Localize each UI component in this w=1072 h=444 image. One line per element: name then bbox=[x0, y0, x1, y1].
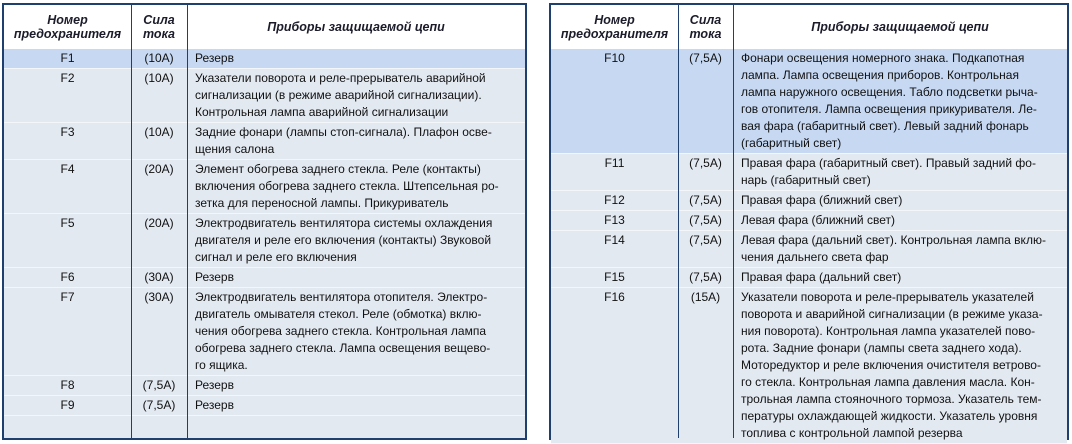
fuse-number: F2 bbox=[60, 71, 75, 85]
header-fuse-number-line2: предохранителя bbox=[560, 27, 669, 41]
fuse-number: F4 bbox=[60, 162, 75, 176]
circuit-description bbox=[733, 268, 1067, 287]
header-fuse-number-line1: Номер bbox=[47, 13, 88, 27]
circuit-description bbox=[733, 231, 1067, 267]
fuse-number: F9 bbox=[60, 398, 75, 412]
table-row bbox=[551, 154, 1067, 191]
description-line: лампа. Лампа освещения приборов. Контрольная bbox=[741, 68, 1019, 82]
table-row bbox=[4, 288, 525, 376]
description-line: Правая фара (габаритный свет). Правый задний фо- bbox=[741, 156, 1036, 170]
table-row bbox=[4, 160, 525, 214]
fuse-current: (7,5A) bbox=[689, 233, 722, 247]
fuse-number: F6 bbox=[60, 270, 75, 284]
description-line: Левая фара (дальний свет). Контрольная лампа вклю- bbox=[741, 233, 1046, 247]
description-line: Задние фонари (лампы стоп-сигнала). Плафон осве- bbox=[195, 125, 492, 139]
description-line: сигнализации (в режиме аварийной сигнализации). bbox=[195, 88, 482, 102]
fuse-current: (7,5A) bbox=[689, 270, 722, 284]
fuse-number: F16 bbox=[604, 290, 625, 304]
circuit-description bbox=[733, 288, 1067, 443]
fuse-current: (15A) bbox=[690, 290, 721, 304]
fuse-current: (7,5A) bbox=[689, 193, 722, 207]
description-line: пературы охлаждающей жидкости. Указатель уровня bbox=[741, 409, 1038, 423]
circuit-description bbox=[187, 49, 525, 68]
description-line: Резерв bbox=[195, 51, 234, 65]
description-line: Элемент обогрева заднего стекла. Реле (контакты) bbox=[195, 162, 481, 176]
header-current-line1: Сила bbox=[143, 13, 175, 27]
table-row bbox=[551, 231, 1067, 268]
description-line: зетка для переносной лампы. Прикуриватель bbox=[195, 196, 449, 210]
description-line: поворота и аварийной сигнализации (в режиме указа- bbox=[741, 307, 1043, 321]
description-line: Моторедуктор и реле включения очистителя ветрово- bbox=[741, 358, 1041, 372]
description-line: лампа наружного освещения. Табло подсветки рыча- bbox=[741, 85, 1038, 99]
fuse-number: F10 bbox=[604, 51, 625, 65]
fuse-number: F11 bbox=[604, 156, 625, 170]
description-line: Левая фара (ближний свет) bbox=[741, 213, 895, 227]
description-line: го стекла. Контрольная лампа давления масла. Кон- bbox=[741, 375, 1035, 389]
circuit-description bbox=[733, 211, 1067, 230]
table-header-left bbox=[4, 5, 525, 51]
header-current-line2: тока bbox=[142, 27, 176, 41]
column-divider bbox=[678, 5, 679, 438]
fuse-current: (20A) bbox=[144, 216, 174, 230]
description-line: Правая фара (ближний свет) bbox=[741, 193, 903, 207]
description-line: Правая фара (дальний свет) bbox=[741, 270, 902, 284]
table-row bbox=[551, 288, 1067, 444]
table-row bbox=[4, 49, 525, 69]
description-line: обогрева заднего стекла. Лампа освещения вещево- bbox=[195, 341, 491, 355]
fuse-current: (7,5A) bbox=[689, 156, 722, 170]
table-row bbox=[551, 49, 1067, 154]
fuse-current: (20A) bbox=[144, 162, 174, 176]
fuse-number: F1 bbox=[60, 51, 75, 65]
fuse-rows-left bbox=[4, 49, 525, 416]
table-row bbox=[551, 211, 1067, 231]
fuse-number: F12 bbox=[604, 193, 625, 207]
circuit-description bbox=[187, 268, 525, 287]
description-line: нарь (габаритный свет) bbox=[741, 173, 871, 187]
header-current bbox=[131, 5, 187, 49]
description-line: сигнал и реле его включения bbox=[195, 250, 357, 264]
description-line: ния поворота). Контрольная лампа указателей пово- bbox=[741, 324, 1036, 338]
column-divider bbox=[733, 5, 734, 438]
circuit-description bbox=[733, 49, 1067, 153]
description-line: Резерв bbox=[195, 378, 234, 392]
fuse-current: (7,5A) bbox=[142, 378, 176, 392]
fuse-table-right bbox=[549, 3, 1069, 440]
table-row bbox=[4, 123, 525, 160]
header-fuse-number-line2: предохранителя bbox=[13, 27, 122, 41]
fuse-current: (30A) bbox=[144, 270, 174, 284]
description-line: Указатели поворота и реле-прерыватель указателей bbox=[741, 290, 1034, 304]
description-line: рота. Задние фонари (лампы света заднего хода). bbox=[741, 341, 1022, 355]
fuse-current: (10A) bbox=[144, 125, 174, 139]
description-line: двигатель омывателя стекол. Реле (обмотка) вклю- bbox=[195, 307, 482, 321]
fuse-number: F14 bbox=[604, 233, 625, 247]
fuse-number: F5 bbox=[60, 216, 75, 230]
header-current bbox=[678, 5, 733, 49]
fuse-current: (10A) bbox=[144, 71, 174, 85]
circuit-description bbox=[187, 123, 525, 159]
description-line: Электродвигатель вентилятора системы охлаждения bbox=[195, 216, 493, 230]
header-circuit: Приборы защищаемой цепи bbox=[811, 20, 989, 34]
header-fuse-number bbox=[4, 5, 131, 49]
description-line: чения обогрева заднего стекла. Контрольная лампа bbox=[195, 324, 486, 338]
fuse-current: (30A) bbox=[144, 290, 174, 304]
table-row bbox=[4, 376, 525, 396]
header-circuit: Приборы защищаемой цепи bbox=[267, 20, 445, 34]
description-line: го ящика. bbox=[195, 358, 248, 372]
circuit-description bbox=[187, 214, 525, 267]
header-current-line2: тока bbox=[689, 27, 722, 41]
circuit-description bbox=[187, 396, 525, 415]
fuse-rows-right bbox=[551, 49, 1067, 444]
description-line: Резерв bbox=[195, 270, 234, 284]
description-line: щения салона bbox=[195, 142, 275, 156]
description-line: гов отопителя. Лампа освещения прикуривателя. Ле- bbox=[741, 102, 1037, 116]
fuse-number: F3 bbox=[60, 125, 75, 139]
fuse-number: F7 bbox=[60, 290, 75, 304]
description-line: (габаритный свет) bbox=[741, 136, 842, 150]
table-header-right bbox=[551, 5, 1067, 51]
fuse-number: F13 bbox=[604, 213, 625, 227]
description-line: чения дальнего света фар bbox=[741, 250, 889, 264]
table-row bbox=[551, 191, 1067, 211]
description-line: топлива с контрольной лампой резерва bbox=[741, 426, 963, 440]
circuit-description bbox=[733, 191, 1067, 210]
circuit-description bbox=[187, 288, 525, 375]
table-row bbox=[4, 214, 525, 268]
circuit-description bbox=[187, 69, 525, 122]
header-fuse-number bbox=[551, 5, 678, 49]
description-line: трольная лампа стояночного тормоза. Указатель тем- bbox=[741, 392, 1042, 406]
column-divider bbox=[187, 5, 188, 438]
fuse-current: (7,5A) bbox=[689, 213, 722, 227]
description-line: вая фара (габаритный свет). Левый задний фонарь bbox=[741, 119, 1029, 133]
description-line: Электродвигатель вентилятора отопителя. Электро- bbox=[195, 290, 488, 304]
fuse-current: (7,5A) bbox=[142, 398, 176, 412]
fuse-table-left bbox=[2, 3, 527, 440]
fuse-number: F15 bbox=[604, 270, 625, 284]
header-fuse-number-line1: Номер bbox=[594, 13, 635, 27]
description-line: включения обогрева заднего стекла. Штепсельная ро- bbox=[195, 179, 499, 193]
table-row bbox=[4, 268, 525, 288]
table-row bbox=[4, 396, 525, 416]
description-line: двигателя и реле его включения (контакты) Звуковой bbox=[195, 233, 492, 247]
table-row bbox=[4, 69, 525, 123]
description-line: Контрольная лампа аварийной сигнализации bbox=[195, 105, 449, 119]
circuit-description bbox=[187, 376, 525, 395]
description-line: Фонари освещения номерного знака. Подкапотная bbox=[741, 51, 1025, 65]
fuse-number: F8 bbox=[60, 378, 75, 392]
circuit-description bbox=[733, 154, 1067, 190]
circuit-description bbox=[187, 160, 525, 213]
header-current-line1: Сила bbox=[689, 13, 722, 27]
description-line: Резерв bbox=[195, 398, 234, 412]
table-row bbox=[551, 268, 1067, 288]
column-divider bbox=[131, 5, 132, 438]
fuse-current: (7,5A) bbox=[689, 51, 722, 65]
fuse-current: (10A) bbox=[144, 51, 174, 65]
description-line: Указатели поворота и реле-прерыватель аварийной bbox=[195, 71, 486, 85]
